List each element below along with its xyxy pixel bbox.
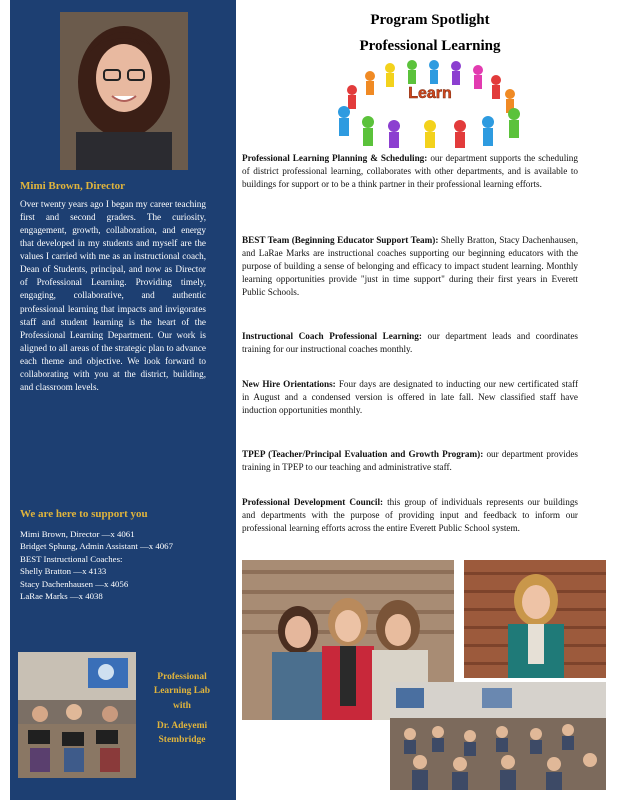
learn-word: Learn <box>408 85 452 102</box>
section-title: Professional Development Council: <box>242 497 384 507</box>
section-body: our department supports the scheduling of district professional learning, collaborates with other departments, and is available to buildings for support or to be a think partner in their professional learning efforts. <box>242 153 578 190</box>
section-best-team <box>242 234 578 299</box>
section-title: Instructional Coach Professional Learning: <box>242 331 422 341</box>
section-body: Shelly Bratton, Stacy Dachenhausen, and LaRae Marks are instructional coaches supporting our beginning educators with the purpose of building a sense of belonging and efficacy to impact student learning. Monthly learning opportunities provide "just in time support" during their first years in Everett Public Schools. <box>242 235 578 298</box>
director-portrait <box>60 12 188 170</box>
staff-portrait-photo <box>464 560 606 678</box>
director-intro: Over twenty years ago I began my career teaching first and second graders. The curiosity, engagement, growth, collaboration, and energy that developed in my students and myself are the values I carried with me as an instructional coach, Dean of Students, principal, and now as Director of Professional Learning. Providing timely, engaging, collaborative, and authentic professional learning that impacts and invigorates staff and student learning is the heart of the Professional Learning Department. Our work is aligned to all areas of the strategic plan to advance each theme and objective. We look forward to collaborating with you at the district, building, and classroom levels. <box>20 199 206 392</box>
support-heading: We are here to support you <box>20 508 148 520</box>
section-coach-learning <box>242 330 578 356</box>
page-title-line2: Professional Learning <box>359 38 501 54</box>
section-title: TPEP (Teacher/Principal Evaluation and Growth Program): <box>242 449 484 459</box>
contact-line: Stacy Dachenhausen —x 4056 <box>20 578 129 589</box>
section-body: Four days are designated to inducting our new certificated staff in August and a condensed version is offered in late fall. New classified staff have induction opportunities monthly. <box>242 379 579 416</box>
section-title: Professional Learning Planning & Scheduling: <box>242 153 428 163</box>
contact-line: BEST Instructional Coaches: <box>20 553 123 564</box>
caption-line: Dr. Adeyemi <box>156 720 208 731</box>
section-title: New Hire Orientations: <box>242 379 336 389</box>
contact-list <box>20 528 206 603</box>
workshop-room-photo <box>390 682 606 790</box>
director-name: Mimi Brown, Director <box>20 180 125 192</box>
section-pd-council <box>242 496 578 535</box>
caption-line: Professional <box>157 672 207 682</box>
section-body: our department leads and coordinates training for our instructional coaches monthly. <box>242 331 578 355</box>
page-title-line1: Program Spotlight <box>370 12 490 28</box>
section-planning <box>242 152 578 191</box>
contact-line: Bridget Sphung, Admin Assistant —x 4067 <box>20 541 173 552</box>
contact-line: Shelly Bratton —x 4133 <box>20 566 107 577</box>
learn-clipart <box>332 60 528 150</box>
learning-lab-caption <box>142 670 222 747</box>
learning-lab-photo <box>18 652 136 778</box>
section-new-hire <box>242 378 578 417</box>
section-body: this group of individuals represents our buildings and departments with the purpose of providing input and feedback to inform our professional learning efforts across the entire Everett Public School system. <box>242 497 578 534</box>
section-title: BEST Team (Beginning Educator Support Team): <box>242 235 439 245</box>
people-ring-icon <box>338 60 520 148</box>
caption-line: with <box>173 700 191 711</box>
caption-line: Learning Lab <box>153 686 211 697</box>
section-body: our department provides training in TPEP to our teaching and administrative staff. <box>242 449 578 473</box>
contact-line: Mimi Brown, Director —x 4061 <box>20 529 135 539</box>
section-tpep <box>242 448 578 474</box>
contact-line: LaRae Marks —x 4038 <box>20 591 103 602</box>
caption-line: Stembridge <box>158 735 206 745</box>
